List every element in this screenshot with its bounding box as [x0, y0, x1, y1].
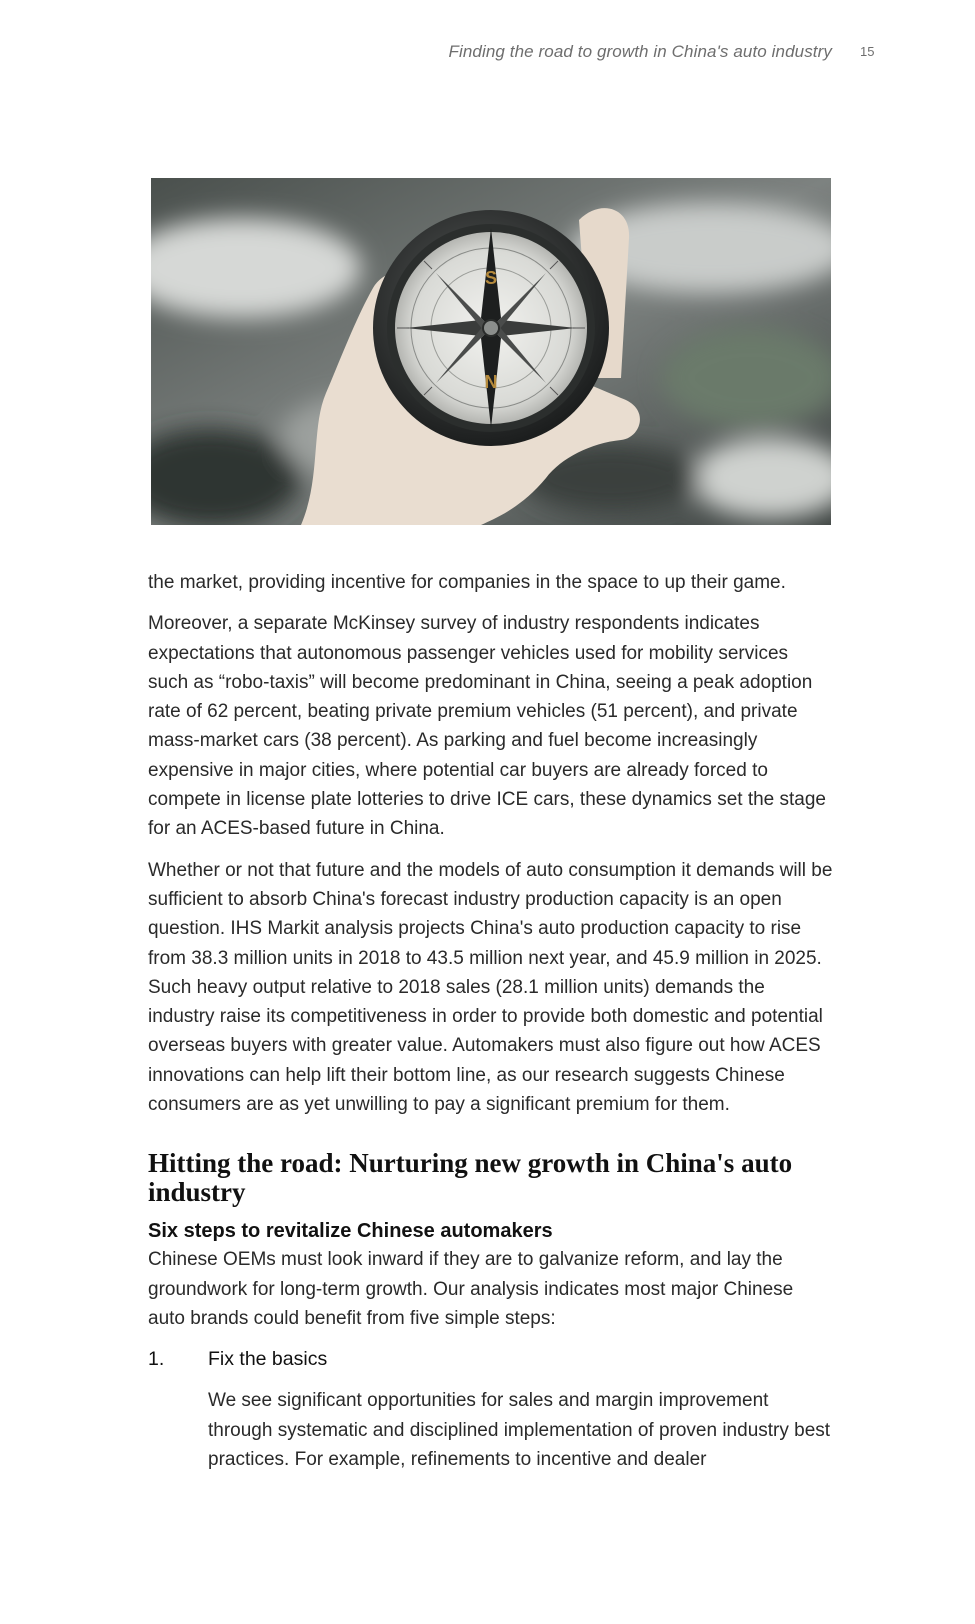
compass-letter-n: N — [484, 372, 498, 392]
compass-letter-s: S — [484, 268, 498, 288]
paragraph-4: Chinese OEMs must look inward if they are to galvanize reform, and lay the groundwork for long-term growth. Our analysis indicates most major Chinese auto brands could benefit from five simple steps: — [148, 1249, 794, 1329]
compass-illustration — [151, 178, 831, 525]
paragraph-2: Moreover, a separate McKinsey survey of industry respondents indicates expectations that autonomous passenger vehicles used for mobility services such as “robo-taxis” will become predominant in China, seeing a peak adoption rate of 62 percent, beating private premium vehicles (51 percent), and private mass-market cars (38 percent). As parking and fuel become increasingly expensive in major cities, where potential car buyers are already forced to compete in license plate lotteries to drive ICE cars, these dynamics set the stage for an ACES-based future in China. — [148, 613, 826, 840]
article-body — [148, 568, 833, 1486]
list-item-text: We see significant opportunities for sales and margin improvement through systematic and disciplined implementation of proven industry best practices. For example, refinements to incentive and dealer — [208, 1390, 831, 1470]
subheading: Six steps to revitalize Chinese automakers — [148, 1220, 553, 1243]
list-item-number: 1. — [148, 1348, 165, 1371]
compass-photo — [151, 178, 831, 525]
list-item-title: Fix the basics — [208, 1348, 328, 1371]
running-title: Finding the road to growth in China's auto industry — [448, 42, 832, 61]
section-heading: Hitting the road: Nurturing new growth in China's auto industry — [148, 1148, 793, 1208]
page-number: 15 — [860, 44, 875, 59]
paragraph-3: Whether or not that future and the models of auto consumption it demands will be sufficient to absorb China's forecast industry production capacity is an open question. IHS Markit analysis projects China's auto production capacity to rise from 38.3 million units in 2018 to 43.5 million next year, and 45.9 million in 2025. Such heavy output relative to 2018 sales (28.1 million units) demands the industry raise its competitiveness in order to provide both domestic and potential overseas buyers with greater value. Automakers must also figure out how ACES innovations can help lift their bottom line, as our research suggests Chinese consumers are as yet unwilling to pay a significant premium for them. — [148, 859, 833, 1116]
paragraph-1: the market, providing incentive for companies in the space to up their game. — [148, 572, 786, 593]
numbered-list-item — [148, 1345, 833, 1486]
